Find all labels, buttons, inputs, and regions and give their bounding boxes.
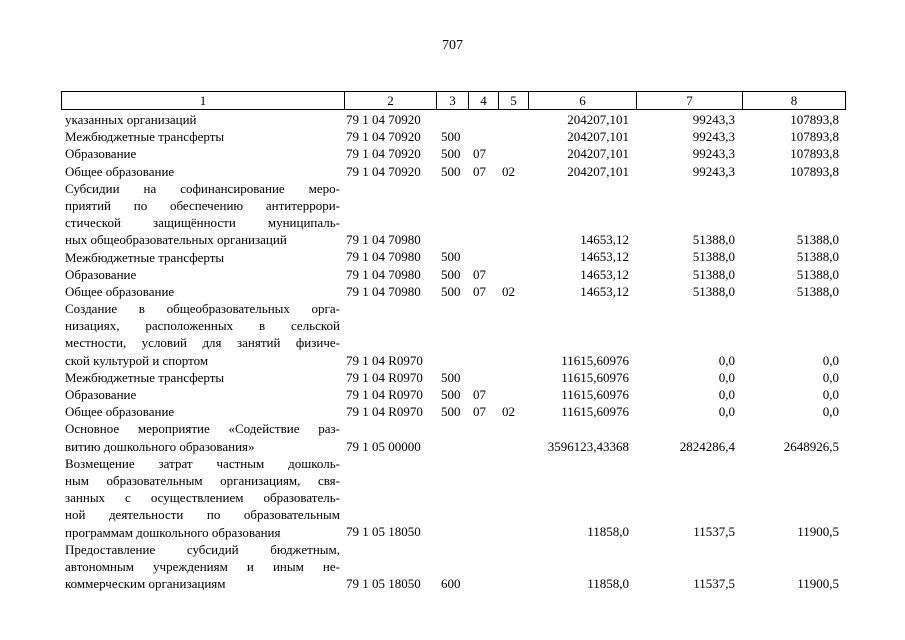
row-amount-col8: 11900,5	[797, 576, 839, 592]
row-name-line: программам дошкольного образования	[65, 524, 281, 540]
row-name	[61, 163, 340, 180]
row-name-line: стической защищённости муниципаль-	[65, 215, 340, 231]
row-amount-col8: 11900,5	[797, 524, 839, 540]
row-name-line: занных с осуществлением образователь-	[65, 490, 340, 506]
table-row	[61, 111, 845, 128]
row-code: 79 1 04 70980	[346, 249, 421, 265]
budget-table-body	[61, 111, 845, 592]
row-name-line: Предоставление субсидий бюджетным,	[65, 541, 340, 557]
row-amount-col8: 51388,0	[796, 283, 839, 299]
column-header-8: 8	[743, 92, 846, 110]
row-name	[61, 386, 340, 403]
row-name-line: местности, условий для занятий физиче-	[65, 335, 340, 351]
row-code: 79 1 04 R0970	[346, 386, 423, 402]
row-amount-col7: 51388,0	[692, 266, 735, 282]
row-expense-type: 500	[441, 146, 461, 162]
row-amount-col8: 107893,8	[790, 129, 839, 145]
row-amount-col7: 0,0	[718, 352, 735, 368]
row-amount-col6: 11615,60976	[561, 386, 629, 402]
row-amount-col6: 204207,101	[567, 111, 629, 127]
table-row	[61, 403, 845, 420]
row-code: 79 1 04 R0970	[346, 404, 423, 420]
row-subsection: 02	[502, 163, 515, 179]
row-section: 07	[473, 163, 486, 179]
row-subsection: 02	[502, 283, 515, 299]
row-code: 79 1 04 70920	[346, 146, 421, 162]
row-code: 79 1 04 70920	[346, 111, 421, 127]
column-header-6: 6	[529, 92, 637, 110]
row-name-line: приятий по обеспечению антитеррори-	[65, 197, 340, 213]
row-expense-type: 500	[441, 266, 461, 282]
row-amount-col7: 0,0	[718, 369, 735, 385]
column-header-3: 3	[437, 92, 469, 110]
row-expense-type: 500	[441, 386, 461, 402]
row-name-line: Межбюджетные трансферты	[65, 129, 225, 145]
row-name-line: ской культурой и спортом	[65, 352, 209, 368]
row-section: 07	[473, 146, 486, 162]
row-amount-col7: 99243,3	[692, 111, 735, 127]
table-row	[61, 128, 845, 145]
table-row	[61, 283, 845, 300]
row-amount-col8: 0,0	[822, 404, 839, 420]
column-header-1: 1	[62, 92, 345, 110]
row-amount-col6: 11615,60976	[561, 369, 629, 385]
row-amount-col6: 14653,12	[580, 266, 629, 282]
row-amount-col7: 99243,3	[692, 146, 735, 162]
row-name	[61, 300, 340, 369]
row-amount-col7: 51388,0	[692, 283, 735, 299]
column-header-7: 7	[637, 92, 743, 110]
table-row	[61, 300, 845, 369]
row-amount-col6: 204207,101	[567, 146, 629, 162]
row-name-line: Образование	[65, 146, 137, 162]
row-code: 79 1 04 R0970	[346, 352, 423, 368]
row-amount-col8: 0,0	[822, 352, 839, 368]
row-amount-col7: 99243,3	[692, 129, 735, 145]
row-name-line: Возмещение затрат частным дошколь-	[65, 455, 340, 471]
table-row	[61, 455, 845, 541]
row-name-line: Общее образование	[65, 163, 175, 179]
row-amount-col7: 11537,5	[693, 524, 735, 540]
row-expense-type: 500	[441, 283, 461, 299]
column-header-4: 4	[469, 92, 499, 110]
table-row	[61, 145, 845, 162]
row-name	[61, 283, 340, 300]
row-code: 79 1 04 70980	[346, 266, 421, 282]
row-name	[61, 128, 340, 145]
row-amount-col7: 99243,3	[692, 163, 735, 179]
row-code: 79 1 04 R0970	[346, 369, 423, 385]
row-amount-col7: 11537,5	[693, 576, 735, 592]
row-expense-type: 500	[441, 163, 461, 179]
row-section: 07	[473, 266, 486, 282]
row-amount-col8: 51388,0	[796, 266, 839, 282]
row-amount-col6: 14653,12	[580, 232, 629, 248]
table-row	[61, 420, 845, 454]
row-name	[61, 455, 340, 541]
row-expense-type: 500	[441, 249, 461, 265]
row-name-line: указанных организаций	[65, 112, 197, 127]
row-name-line: автономным учреждениям и иным не-	[65, 558, 340, 574]
row-name-line: ной деятельности по образовательным	[65, 507, 340, 523]
row-code: 79 1 04 70980	[346, 283, 421, 299]
row-name-line: низациях, расположенных в сельской	[65, 318, 340, 334]
row-name-line: ных общеобразовательных организаций	[65, 232, 287, 248]
row-name	[61, 266, 340, 283]
column-header-row	[61, 91, 846, 110]
row-name	[61, 111, 340, 128]
row-amount-col8: 2648926,5	[783, 438, 839, 454]
row-amount-col6: 204207,101	[567, 129, 629, 145]
row-name-line: Образование	[65, 266, 137, 282]
row-expense-type: 500	[441, 369, 461, 385]
row-name-line: Образование	[65, 387, 137, 402]
row-amount-col6: 3596123,43368	[547, 438, 629, 454]
row-name-line: Общее образование	[65, 404, 175, 420]
row-expense-type: 600	[441, 576, 461, 592]
table-row	[61, 386, 845, 403]
row-name	[61, 180, 340, 249]
row-name-line: ным образовательным организациям, свя-	[65, 472, 340, 488]
row-amount-col7: 51388,0	[692, 249, 735, 265]
row-amount-col6: 204207,101	[567, 163, 629, 179]
row-code: 79 1 04 70980	[346, 232, 421, 248]
row-amount-col6: 11858,0	[587, 576, 629, 592]
table-row	[61, 249, 845, 266]
row-code: 79 1 04 70920	[346, 129, 421, 145]
row-name-line: Общее образование	[65, 283, 175, 299]
row-code: 79 1 05 18050	[346, 524, 421, 540]
row-name-line: Межбюджетные трансферты	[65, 369, 225, 385]
row-name-line: Создание в общеобразовательных орга-	[65, 301, 340, 317]
row-amount-col8: 51388,0	[796, 232, 839, 248]
table-row	[61, 266, 845, 283]
row-section: 07	[473, 386, 486, 402]
row-name	[61, 403, 340, 420]
column-header-5: 5	[499, 92, 529, 110]
row-amount-col7: 51388,0	[692, 232, 735, 248]
row-amount-col6: 14653,12	[580, 283, 629, 299]
row-name-line: Субсидии на софинансирование меро-	[65, 180, 340, 196]
table-row	[61, 163, 845, 180]
row-code: 79 1 04 70920	[346, 163, 421, 179]
row-section: 07	[473, 404, 486, 420]
row-amount-col6: 11858,0	[587, 524, 629, 540]
row-amount-col8: 107893,8	[790, 146, 839, 162]
row-name	[61, 369, 340, 386]
row-name-line: Основное мероприятие «Содействие раз-	[65, 421, 340, 437]
row-code: 79 1 05 18050	[346, 576, 421, 592]
row-amount-col7: 2824286,4	[679, 438, 735, 454]
row-code: 79 1 05 00000	[346, 438, 421, 454]
row-amount-col6: 11615,60976	[561, 404, 629, 420]
table-row	[61, 369, 845, 386]
row-name	[61, 541, 340, 593]
table-row	[61, 541, 845, 593]
row-name-line: витию дошкольного образования»	[65, 438, 255, 454]
row-amount-col8: 0,0	[822, 369, 839, 385]
column-header-2: 2	[345, 92, 437, 110]
row-name-line: Межбюджетные трансферты	[65, 249, 225, 265]
row-subsection: 02	[502, 404, 515, 420]
row-amount-col6: 11615,60976	[561, 352, 629, 368]
row-amount-col8: 107893,8	[790, 163, 839, 179]
row-amount-col8: 0,0	[822, 386, 839, 402]
row-name-line: коммерческим организациям	[65, 576, 226, 592]
row-section: 07	[473, 283, 486, 299]
row-amount-col8: 107893,8	[790, 111, 839, 127]
row-name	[61, 145, 340, 162]
row-amount-col8: 51388,0	[796, 249, 839, 265]
row-amount-col6: 14653,12	[580, 249, 629, 265]
row-amount-col7: 0,0	[718, 386, 735, 402]
row-amount-col7: 0,0	[718, 404, 735, 420]
row-expense-type: 500	[441, 404, 461, 420]
row-name	[61, 249, 340, 266]
table-row	[61, 180, 845, 249]
row-name	[61, 420, 340, 454]
page-number: 707	[442, 38, 463, 53]
row-expense-type: 500	[441, 129, 461, 145]
